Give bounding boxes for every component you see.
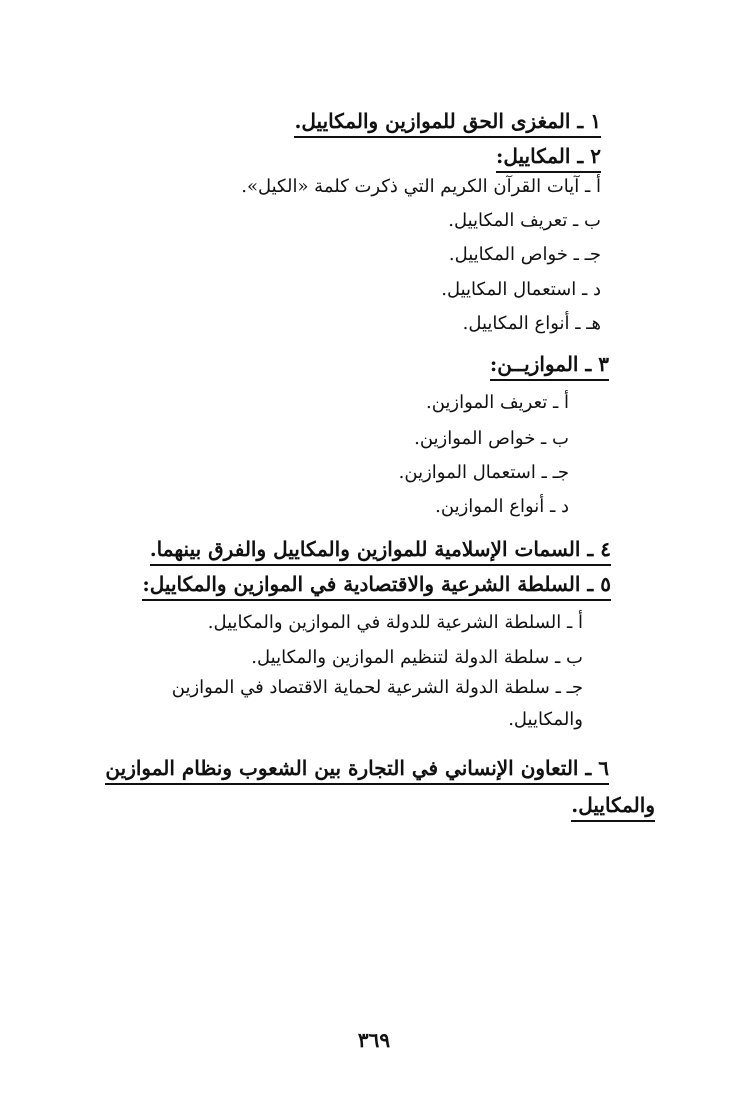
section-3-item-c: جـ ـ استعمال الموازين.: [398, 462, 569, 483]
section-3-heading: [490, 351, 609, 377]
section-5-item-c-continued: والمكاييل.: [508, 709, 583, 730]
section-2-item-c: جـ ـ خواص المكاييل.: [448, 244, 601, 265]
section-2-heading: [496, 143, 601, 169]
section-6-heading: [105, 755, 609, 781]
section-5-item-c: جـ ـ سلطة الدولة الشرعية لحماية الاقتصاد في الموازين: [171, 677, 583, 698]
section-5-item-b: ب ـ سلطة الدولة لتنظيم الموازين والمكاييل.: [251, 647, 583, 668]
page-number: ٣٦٩: [357, 1028, 391, 1052]
section-3-item-d: د ـ أنواع الموازين.: [435, 496, 569, 517]
section-6-text: ٦ ـ التعاون الإنساني في التجارة بين الشعوب ونظام الموازين: [105, 756, 609, 785]
section-1-text: ١ ـ المغزى الحق للموازين والمكاييل.: [294, 109, 601, 138]
section-2-text: ٢ ـ المكاييل:: [496, 144, 601, 173]
section-3-text: ٣ ـ الموازيــن:: [490, 352, 609, 381]
section-6-heading-continued: [571, 792, 655, 818]
section-5-heading: [142, 571, 611, 597]
section-1-heading: [294, 108, 601, 134]
section-4-text: ٤ ـ السمات الإسلامية للموازين والمكاييل والفرق بينهما.: [150, 537, 611, 566]
section-2-item-d: د ـ استعمال المكاييل.: [441, 279, 601, 300]
section-5-text: ٥ ـ السلطة الشرعية والاقتصادية في الموازين والمكاييل:: [142, 572, 611, 601]
section-3-item-a: أ ـ تعريف الموازين.: [425, 392, 569, 413]
section-6-text-continued: والمكاييل.: [571, 793, 655, 822]
section-2-item-a: أ ـ آيات القرآن الكريم التي ذكرت كلمة «الكيل».: [241, 176, 601, 197]
section-4-heading: [150, 536, 611, 562]
section-5-item-a: أ ـ السلطة الشرعية للدولة في الموازين والمكاييل.: [207, 612, 583, 633]
section-3-item-b: ب ـ خواص الموازين.: [414, 428, 569, 449]
section-2-item-b: ب ـ تعريف المكاييل.: [448, 210, 601, 231]
section-2-item-e: هـ ـ أنواع المكاييل.: [462, 313, 601, 334]
